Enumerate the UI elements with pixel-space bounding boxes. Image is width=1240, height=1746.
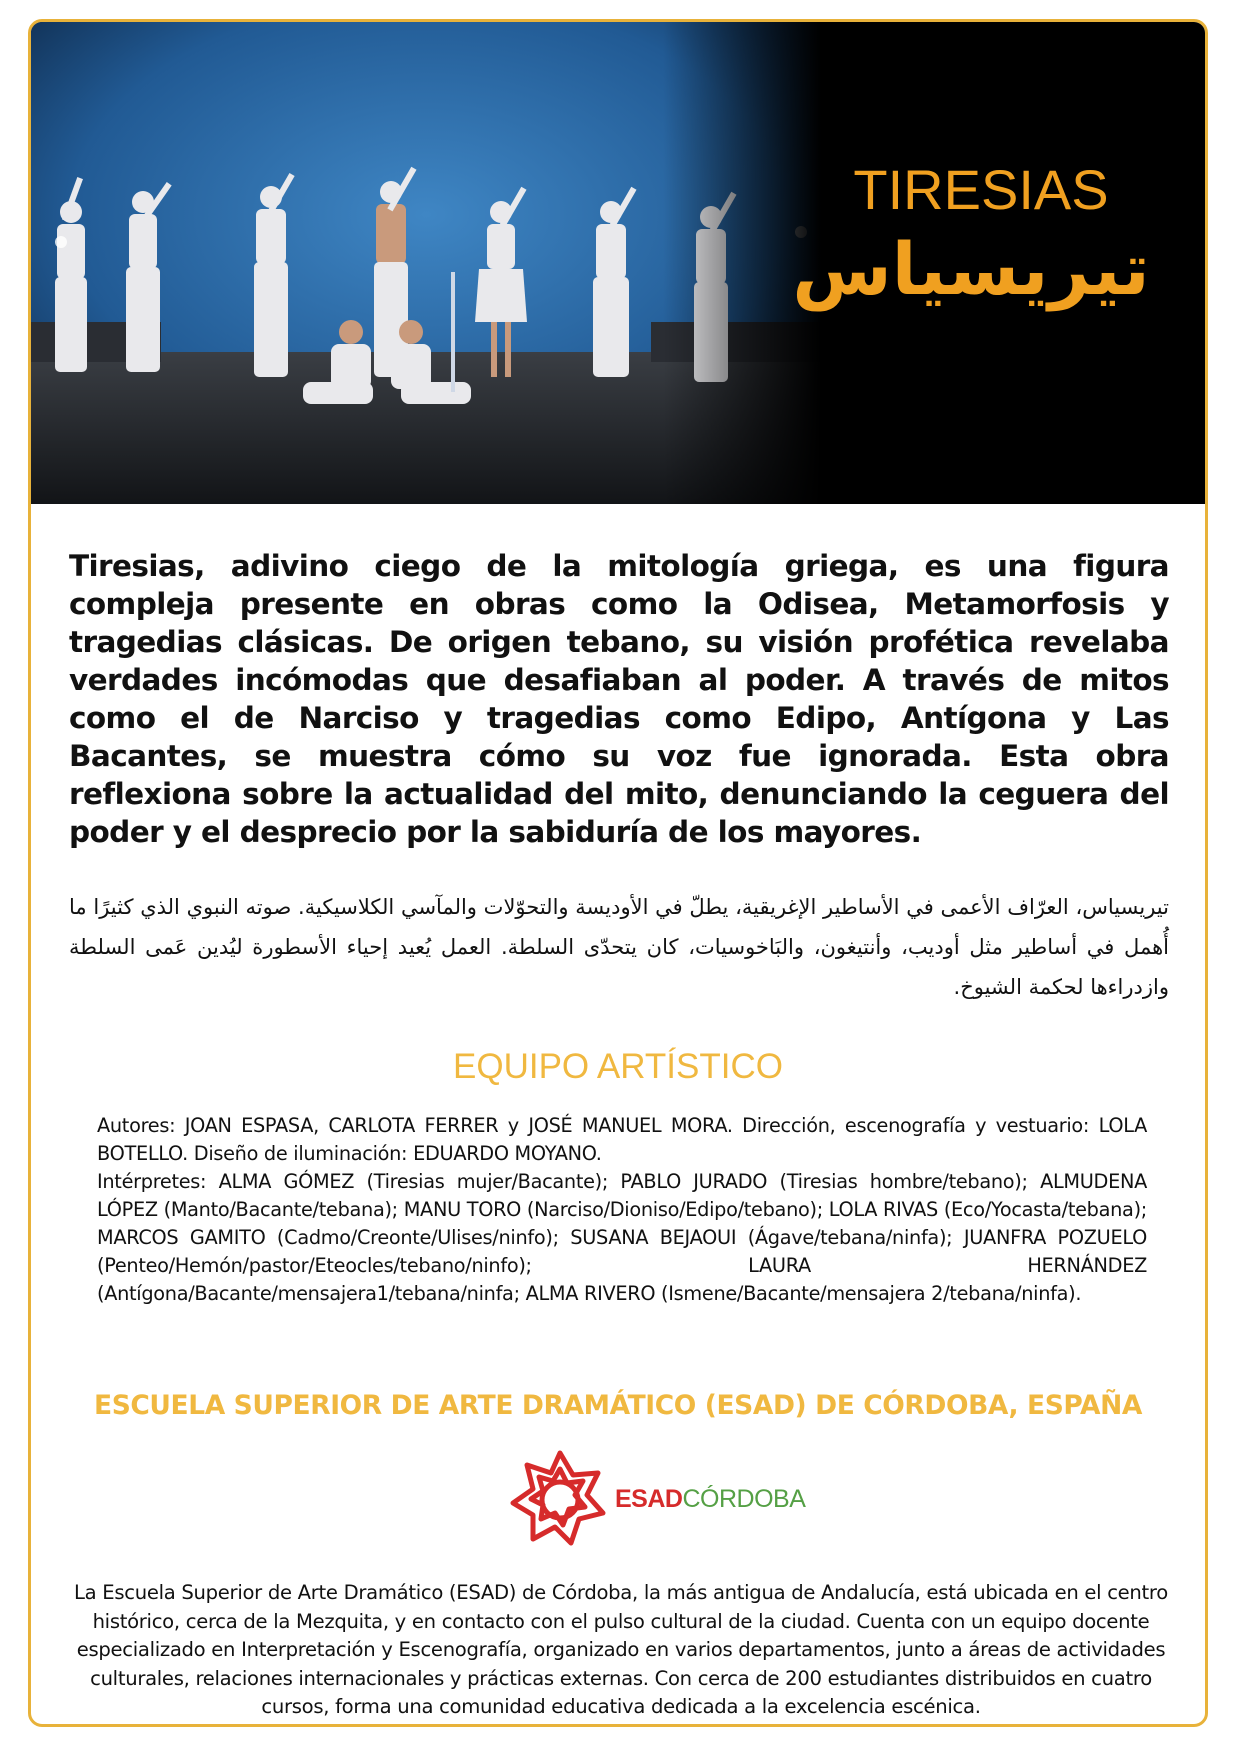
heading-school: ESCUELA SUPERIOR DE ARTE DRAMÁTICO (ESAD) DE CÓRDOBA, ESPAÑA	[94, 1390, 1142, 1421]
hero-banner	[31, 22, 1205, 504]
credits-block	[97, 1112, 1147, 1308]
credits-performers: Intérpretes: ALMA GÓMEZ (Tiresias mujer/Bacante); PABLO JURADO (Tiresias hombre/tebano); ALMUDENA LÓPEZ (Manto/Bacante/tebana); MANU TORO (Narciso/Dioniso/Edipo/tebano); LOLA RIVAS (Eco/Yocasta/tebana); MARCOS GAMITO (Cadmo/Creonte/Ulises/ninfo); SUSANA BEJAOUI (Ágave/tebana/ninfa); JUANFRA POZUELO (Penteo/Hemón/pastor/Eteocles/tebano/ninfo); LAURA HERNÁNDEZ (Antígona/Bacante/mensajera1/tebana/ninfa; ALMA RIVERO (Ismene/Bacante/mensajera 2/tebana/ninfa).	[97, 1170, 1147, 1305]
logo-text-cordoba: CÓRDOBA	[682, 1485, 806, 1513]
credits-authors: Autores: JOAN ESPASA, CARLOTA FERRER y JOSÉ MANUEL MORA. Dirección, escenografía y vestuario: LOLA BOTELLO. Diseño de iluminación: EDUARDO MOYANO.	[97, 1114, 1147, 1165]
page-frame	[28, 19, 1208, 1727]
stage-photo	[31, 22, 821, 504]
esad-wordmark	[615, 1485, 805, 1514]
esad-emblem-icon	[505, 1445, 615, 1555]
intro-arabic: تيريسياس، العرّاف الأعمى في الأساطير الإغريقية، يطلّ في الأوديسة والتحوّلات والمآسي الكلاسيكية. صوته النبوي الذي كثيرًا ما أُهمل في أساطير مثل أوديب، وأنتيغون، والبَاخوسيات، كان يتحدّى السلطة. العمل يُعيد إحياء الأسطورة ليُدين عَمى السلطة وازدراءها لحكمة الشيوخ.	[69, 895, 1169, 999]
heading-equipo-artistico: EQUIPO ARTÍSTICO	[453, 1047, 783, 1086]
intro-spanish: Tiresias, adivino ciego de la mitología griega, es una figura compleja presente en obras como la Odisea, Metamorfosis y tragedias clásicas. De origen tebano, su visión profética revelaba verdades incómodas que desafiaban al poder. A través de mitos como el de Narciso y tragedias como Edipo, Antígona y Las Bacantes, se muestra cómo su voz fue ignorada. Esta obra reflexiona sobre la actualidad del mito, denunciando la ceguera del poder y el desprecio por la sabiduría de los mayores.	[69, 549, 1169, 849]
title-latin: TIRESIAS	[853, 158, 1109, 221]
title-arabic: تيريسياس	[792, 227, 1150, 311]
esad-logo	[505, 1440, 806, 1560]
logo-text-esad: ESAD	[615, 1485, 683, 1513]
school-description: La Escuela Superior de Arte Dramático (ESAD) de Córdoba, la más antigua de Andalucía, está ubicada en el centro histórico, cerca de la Mezquita, y en contacto con el pulso cultural de la ciudad. Cuenta con un equipo docente especializado en Interpretación y Escenografía, organizado en varios departamentos, junto a áreas de actividades culturales, relaciones internacionales y prácticas externas. Con cerca de 200 estudiantes distribuidos en cuatro cursos, forma una comunidad educativa dedicada a la excelencia escénica.	[74, 1581, 1168, 1718]
